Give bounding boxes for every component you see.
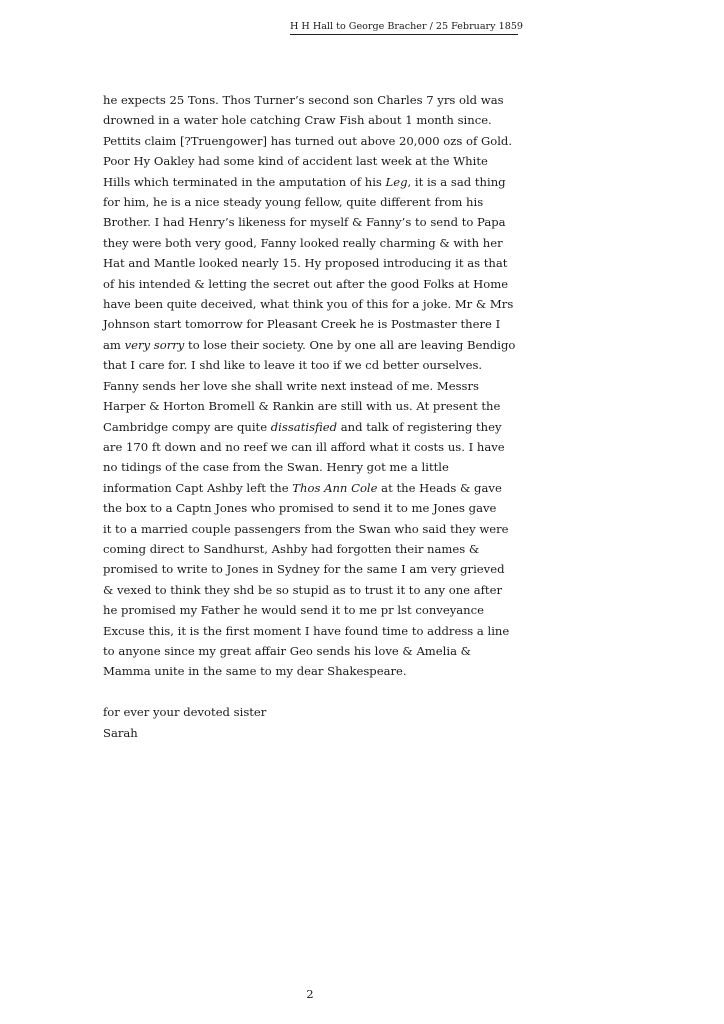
text-line [103,457,533,477]
text-line [103,417,533,437]
text-line [103,498,533,518]
running-header: H H Hall to George Bracher / 25 February 1859 [290,20,518,35]
text-run: Johnson start tomorrow for Pleasant Creek he is Postmaster there I [103,317,501,332]
text-run: at the Heads & gave [377,480,502,495]
text-run: Brother. I had Henry’s likeness for myself & Fanny’s to send to Papa [103,215,506,230]
text-run: the box to a Captn Jones who promised to send it to me Jones gave [103,501,497,516]
text-line [103,253,533,273]
text-run: to lose their society. One by one all are leaving Bendigo [184,337,516,352]
italic-text: dissatisfied [270,419,338,434]
text-run: are 170 ft down and no reef we can ill afford what it costs us. I have [103,439,505,454]
text-line [103,661,533,681]
text-run: Harper & Horton Bromell & Rankin are still with us. At present the [103,399,501,414]
text-run: they were both very good, Fanny looked really charming & with her [103,235,503,250]
text-run: have been quite deceived, what think you of this for a joke. Mr & Mrs [103,297,514,312]
text-run: coming direct to Sandhurst, Ashby had forgotten their names & [103,541,480,556]
text-line [103,151,533,171]
text-run: Cambridge compy are quite [103,419,271,434]
text-run: Hat and Mantle looked nearly 15. Hy proposed introducing it as that [103,256,508,271]
text-run: he expects 25 Tons. Thos Turner’s second son Charles 7 yrs old was [103,93,504,107]
text-run: to anyone since my great affair Geo sends his love & Amelia & [103,643,471,658]
italic-text: Leg [385,174,408,189]
text-line [103,110,533,130]
text-line [103,131,533,151]
text-run: drowned in a water hole catching Craw Fish about 1 month since. [103,113,492,128]
text-run: promised to write to Jones in Sydney for the same I am very grieved [103,562,505,577]
text-run: no tidings of the case from the Swan. Henry got me a little [103,460,449,475]
closing-line: for ever your devoted sister [103,705,267,720]
signature: Sarah [103,725,138,740]
text-line [103,314,533,334]
text-line [103,274,533,294]
text-run: and talk of registering they [337,419,502,434]
text-run: am [103,337,125,352]
text-run: Hills which terminated in the amputation of his [103,174,386,189]
text-line [103,335,533,355]
text-line [103,478,533,498]
text-line [103,600,533,620]
text-run: that I care for. I shd like to leave it too if we cd better ourselves. [103,358,483,373]
text-line [103,212,533,232]
text-line [103,294,533,314]
text-run: of his intended & letting the secret out after the good Folks at Home [103,276,509,291]
text-line [103,559,533,579]
text-line [103,396,533,416]
paragraph-gap [103,682,533,702]
letter-text [103,90,533,682]
text-line [103,90,533,110]
text-line [103,355,533,375]
text-run: Mamma unite in the same to my dear Shakespeare. [103,664,407,679]
text-line [103,192,533,212]
text-run: it to a married couple passengers from the Swan who said they were [103,521,509,536]
text-line [103,580,533,600]
italic-text: Thos Ann Cole [292,480,378,495]
text-line [103,437,533,457]
text-line [103,539,533,559]
text-line [103,172,533,192]
text-line [103,519,533,539]
text-run: Excuse this, it is the first moment I have found time to address a line [103,623,510,638]
text-line [103,233,533,253]
text-run: Fanny sends her love she shall write next instead of me. Messrs [103,378,479,393]
text-run: Pettits claim [?Truengower] has turned out above 20,000 ozs of Gold. [103,133,513,148]
text-run: Poor Hy Oakley had some kind of accident last week at the White [103,154,488,169]
text-run: , it is a sad thing [407,174,506,189]
page-number: 2 [306,987,314,1001]
text-run: he promised my Father he would send it to me pr lst conveyance [103,603,484,618]
text-line [103,621,533,641]
text-run: for him, he is a nice steady young fellow, quite different from his [103,195,484,210]
text-line [103,641,533,661]
letter-body [103,90,533,743]
text-run: information Capt Ashby left the [103,480,293,495]
italic-text: very sorry [124,337,185,352]
text-line [103,376,533,396]
text-run: & vexed to think they shd be so stupid as to trust it to any one after [103,582,502,597]
